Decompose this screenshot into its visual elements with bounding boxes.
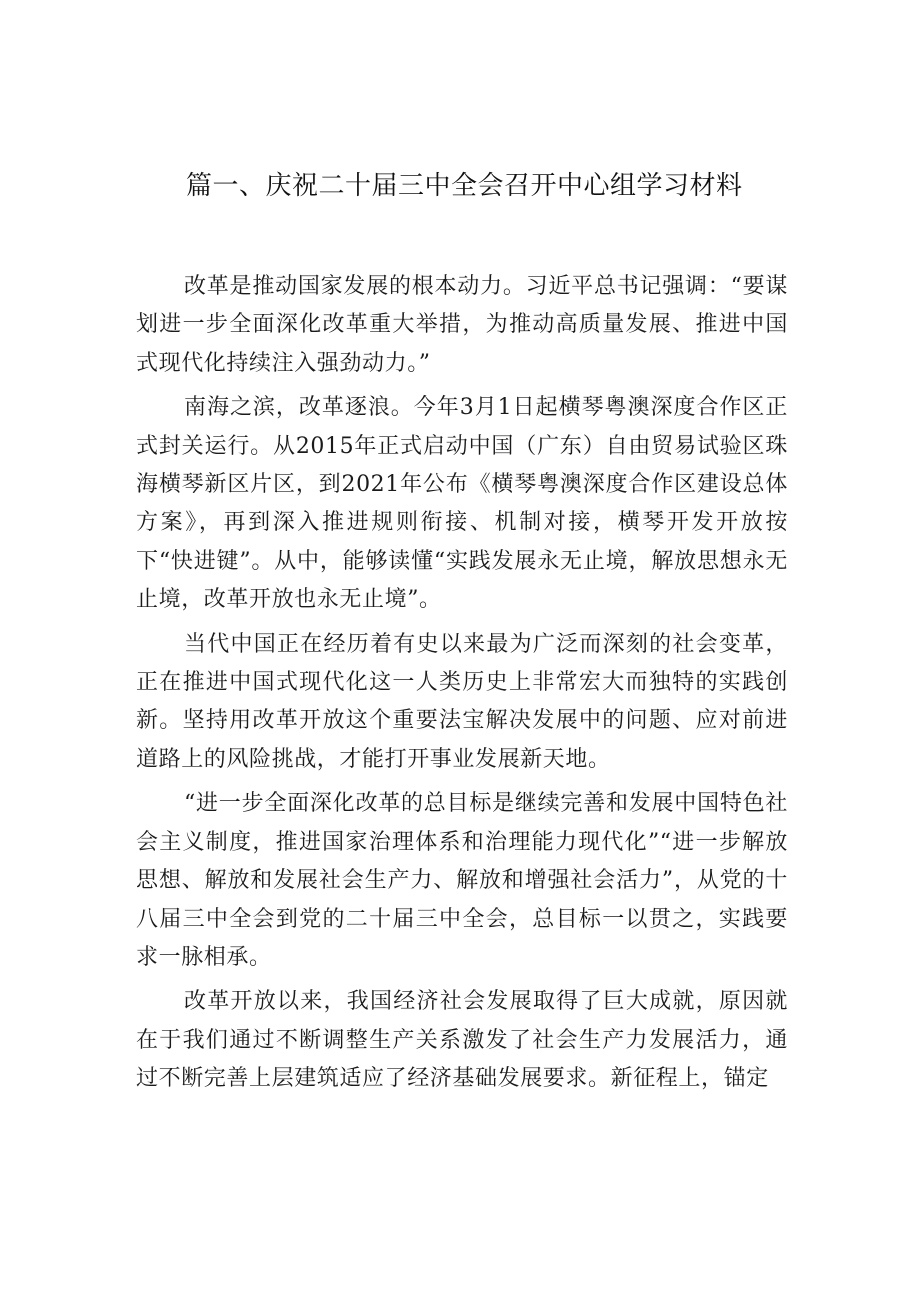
- document-title: 篇一、庆祝二十届三中全会召开中心组学习材料: [186, 171, 743, 201]
- paragraph-5: 改革开放以来，我国经济社会发展取得了巨大成就，原因就在于我们通过不断调整生产关系激发了社会生产力发展活力，通过不断完善上层建筑适应了经济基础发展要求。新征程上，锚定: [136, 989, 788, 1092]
- paragraph-3: 当代中国正在经历着有史以来最为广泛而深刻的社会变革，正在推进中国式现代化这一人类历史上非常宏大而独特的实践创新。坚持用改革开放这个重要法宝解决发展中的问题、应对前进道路上的风险挑战，才能打开事业发展新天地。: [136, 631, 788, 772]
- paragraph-2: 南海之滨，改革逐浪。今年3月1日起横琴粤澳深度合作区正式封关运行。从2015年正式启动中国（广东）自由贸易试验区珠海横琴新区片区，到2021年公布《横琴粤澳深度合作区建设总体方案》，再到深入推进规则衔接、机制对接，横琴开发开放按下“快进键”。从中，能够读懂“实践发展永无止境，解放思想永无止境，改革开放也永无止境”。: [136, 395, 788, 613]
- paragraph-4: “进一步全面深化改革的总目标是继续完善和发展中国特色社会主义制度，推进国家治理体系和治理能力现代化”“进一步解放思想、解放和发展社会生产力、解放和增强社会活力”，从党的十八届三中全会到党的二十届三中全会，总目标一以贯之，实践要求一脉相承。: [136, 791, 788, 970]
- document-body: [136, 268, 788, 1105]
- paragraph-1: 改革是推动国家发展的根本动力。习近平总书记强调：“要谋划进一步全面深化改革重大举措，为推动高质量发展、推进中国式现代化持续注入强劲动力。”: [136, 274, 788, 376]
